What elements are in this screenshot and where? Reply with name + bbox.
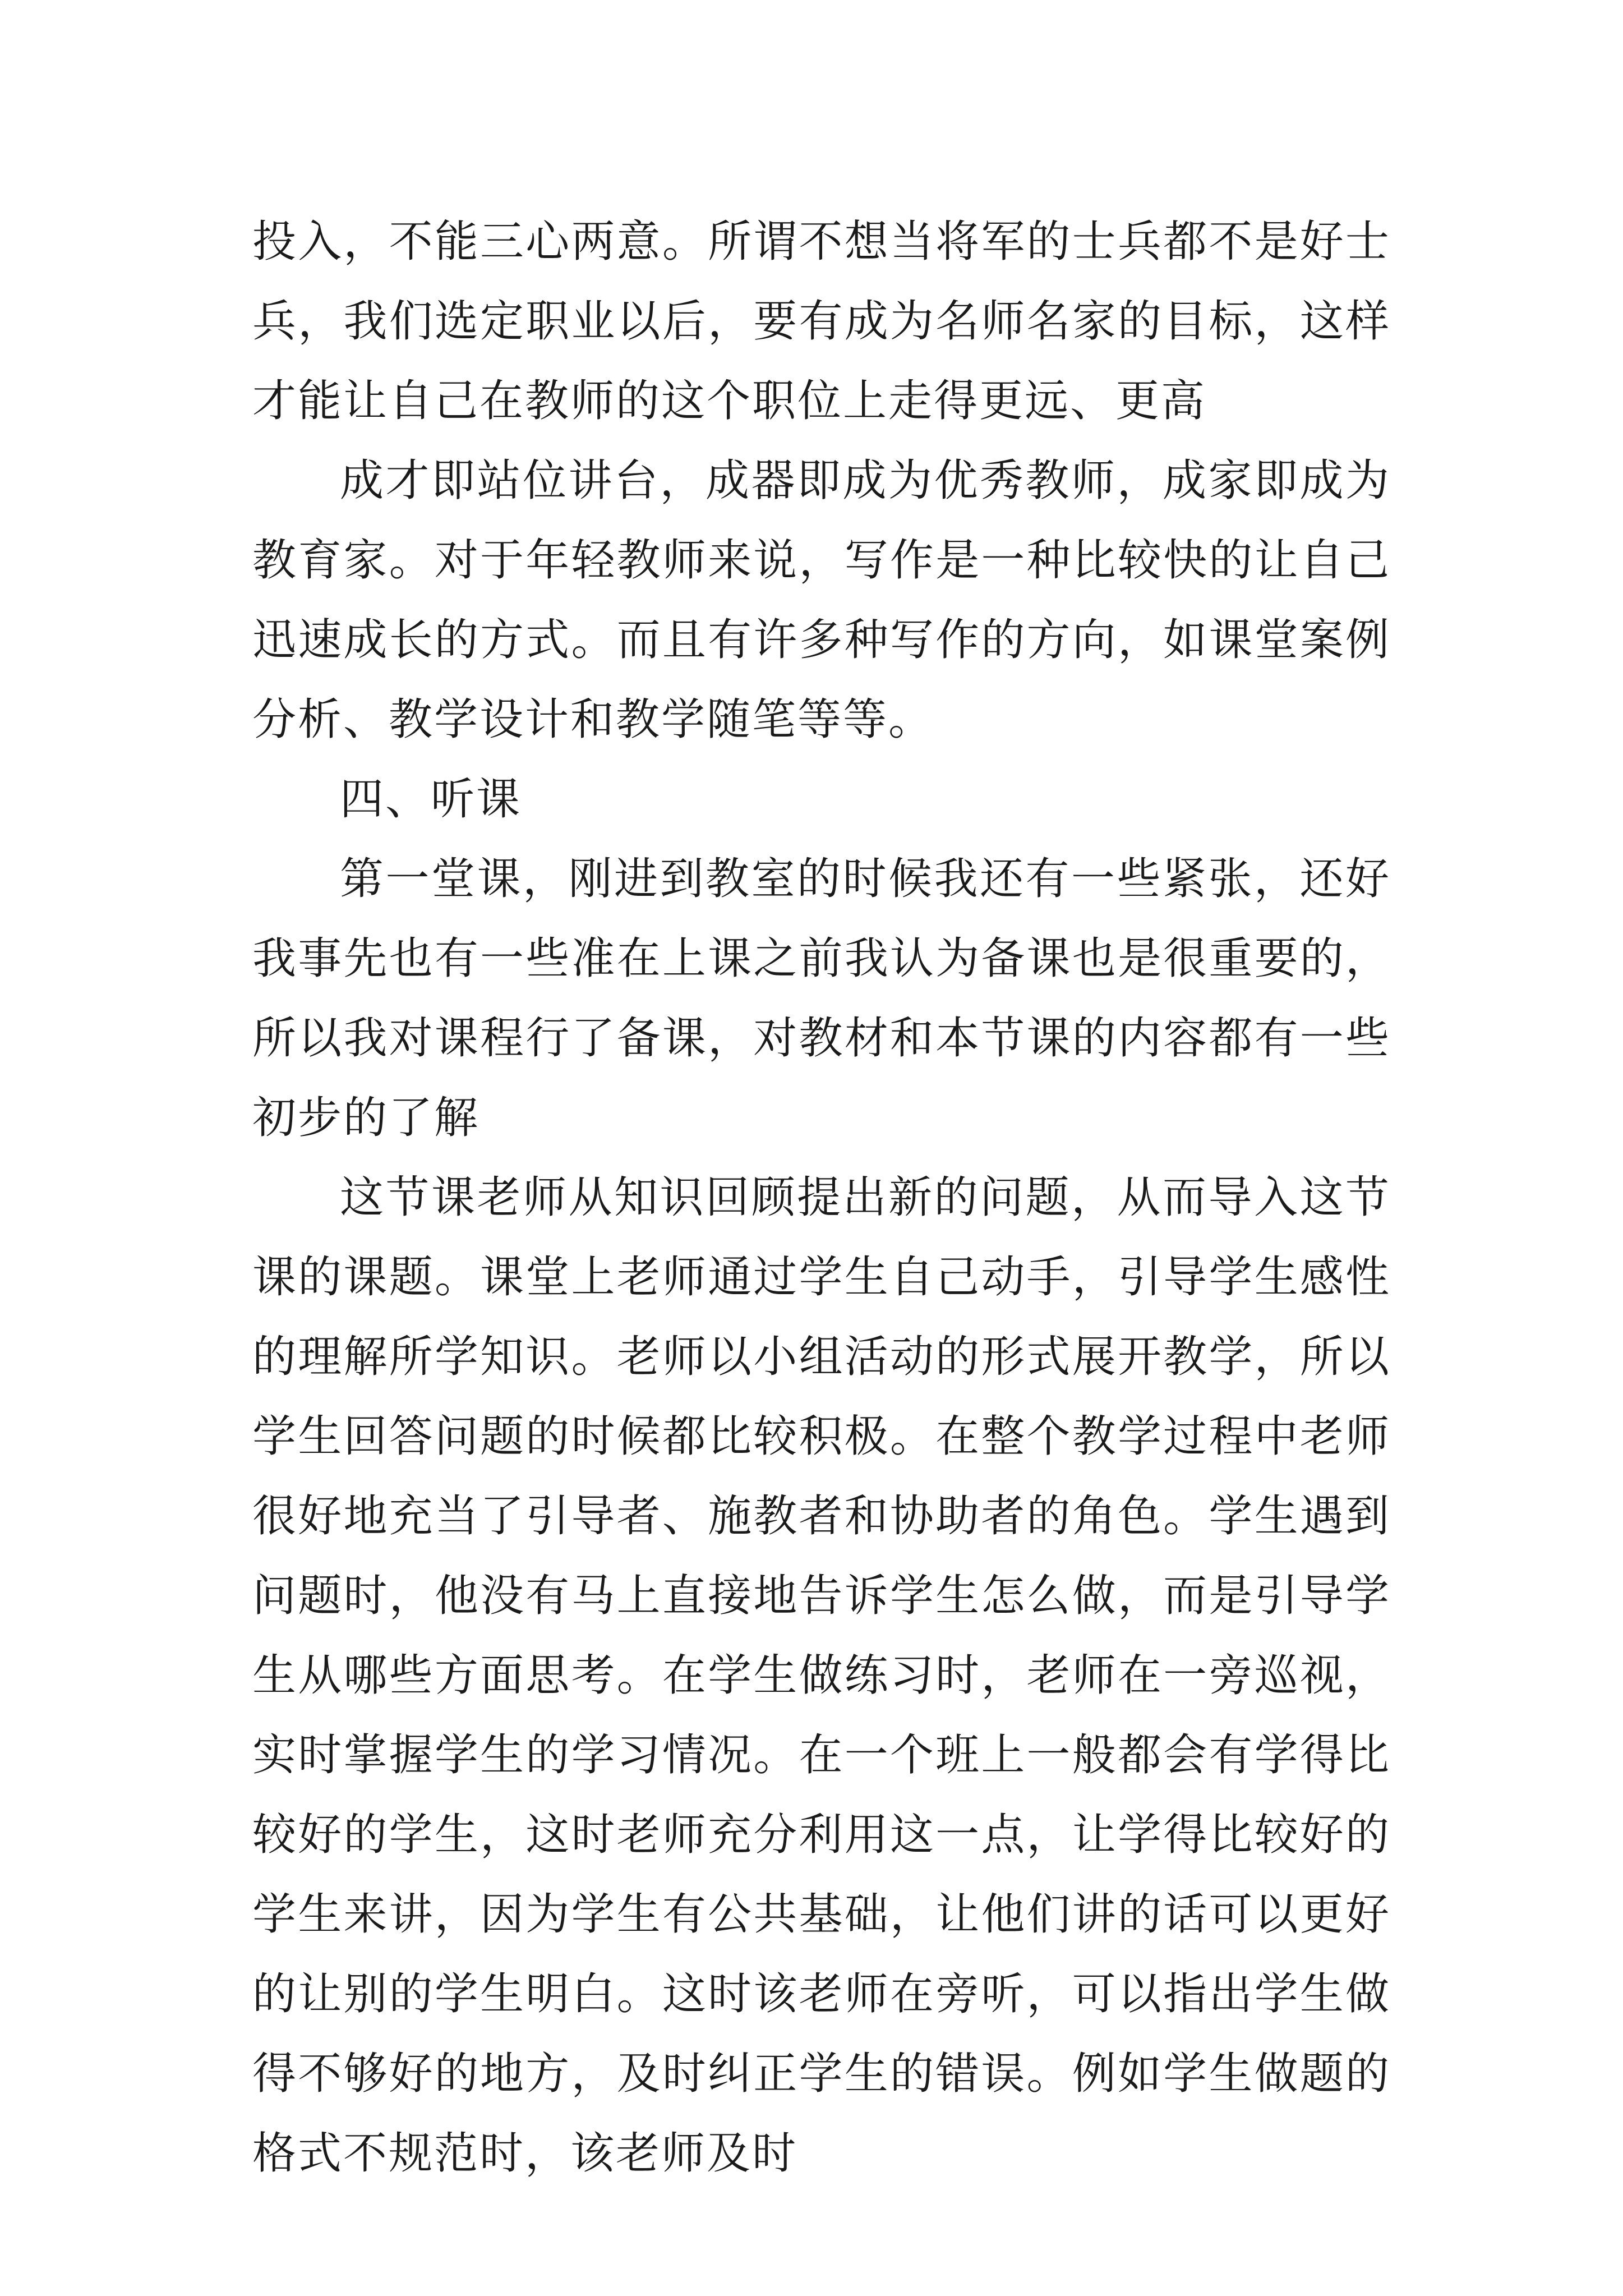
paragraph-4: 这节课老师从知识回顾提出新的问题，从而导入这节课的课题。课堂上老师通过学生自己动手，引导学生感性的理解所学知识。老师以小组活动的形式展开教学，所以学生回答问题的时候都比较积极。在整个教学过程中老师很好地充当了引导者、施教者和协助者的角色。学生遇到问题时，他没有马上直接地告诉学生怎么做，而是引导学生从哪些方面思考。在学生做练习时，老师在一旁巡视，实时掌握学生的学习情况。在一个班上一般都会有学得比较好的学生，这时老师充分利用这一点，让学得比较好的学生来讲，因为学生有公共基础，让他们讲的话可以更好的让别的学生明白。这时该老师在旁听，可以指出学生做得不够好的地方，及时纠正学生的错误。例如学生做题的格式不规范时，该老师及时 [252,1172,1391,2179]
document-body [252,202,1391,2193]
paragraph-3: 第一堂课，刚进到教室的时候我还有一些紧张，还好我事先也有一些准在上课之前我认为备课也是很重要的，所以我对课程行了备课，对教材和本节课的内容都有一些初步的了解 [252,854,1391,1143]
section-heading-listening: 四、听课 [340,774,522,825]
paragraph-2: 成才即站位讲台，成器即成为优秀教师，成家即成为教育家。对于年轻教师来说，写作是一种比较快的让自己迅速成长的方式。而且有许多种写作的方向，如课堂案例分析、教学设计和教学随笔等等。 [252,455,1391,745]
paragraph-1: 投入，不能三心两意。所谓不想当将军的士兵都不是好士兵，我们选定职业以后，要有成为名师名家的目标，这样才能让自己在教师的这个职位上走得更远、更高 [252,217,1391,426]
